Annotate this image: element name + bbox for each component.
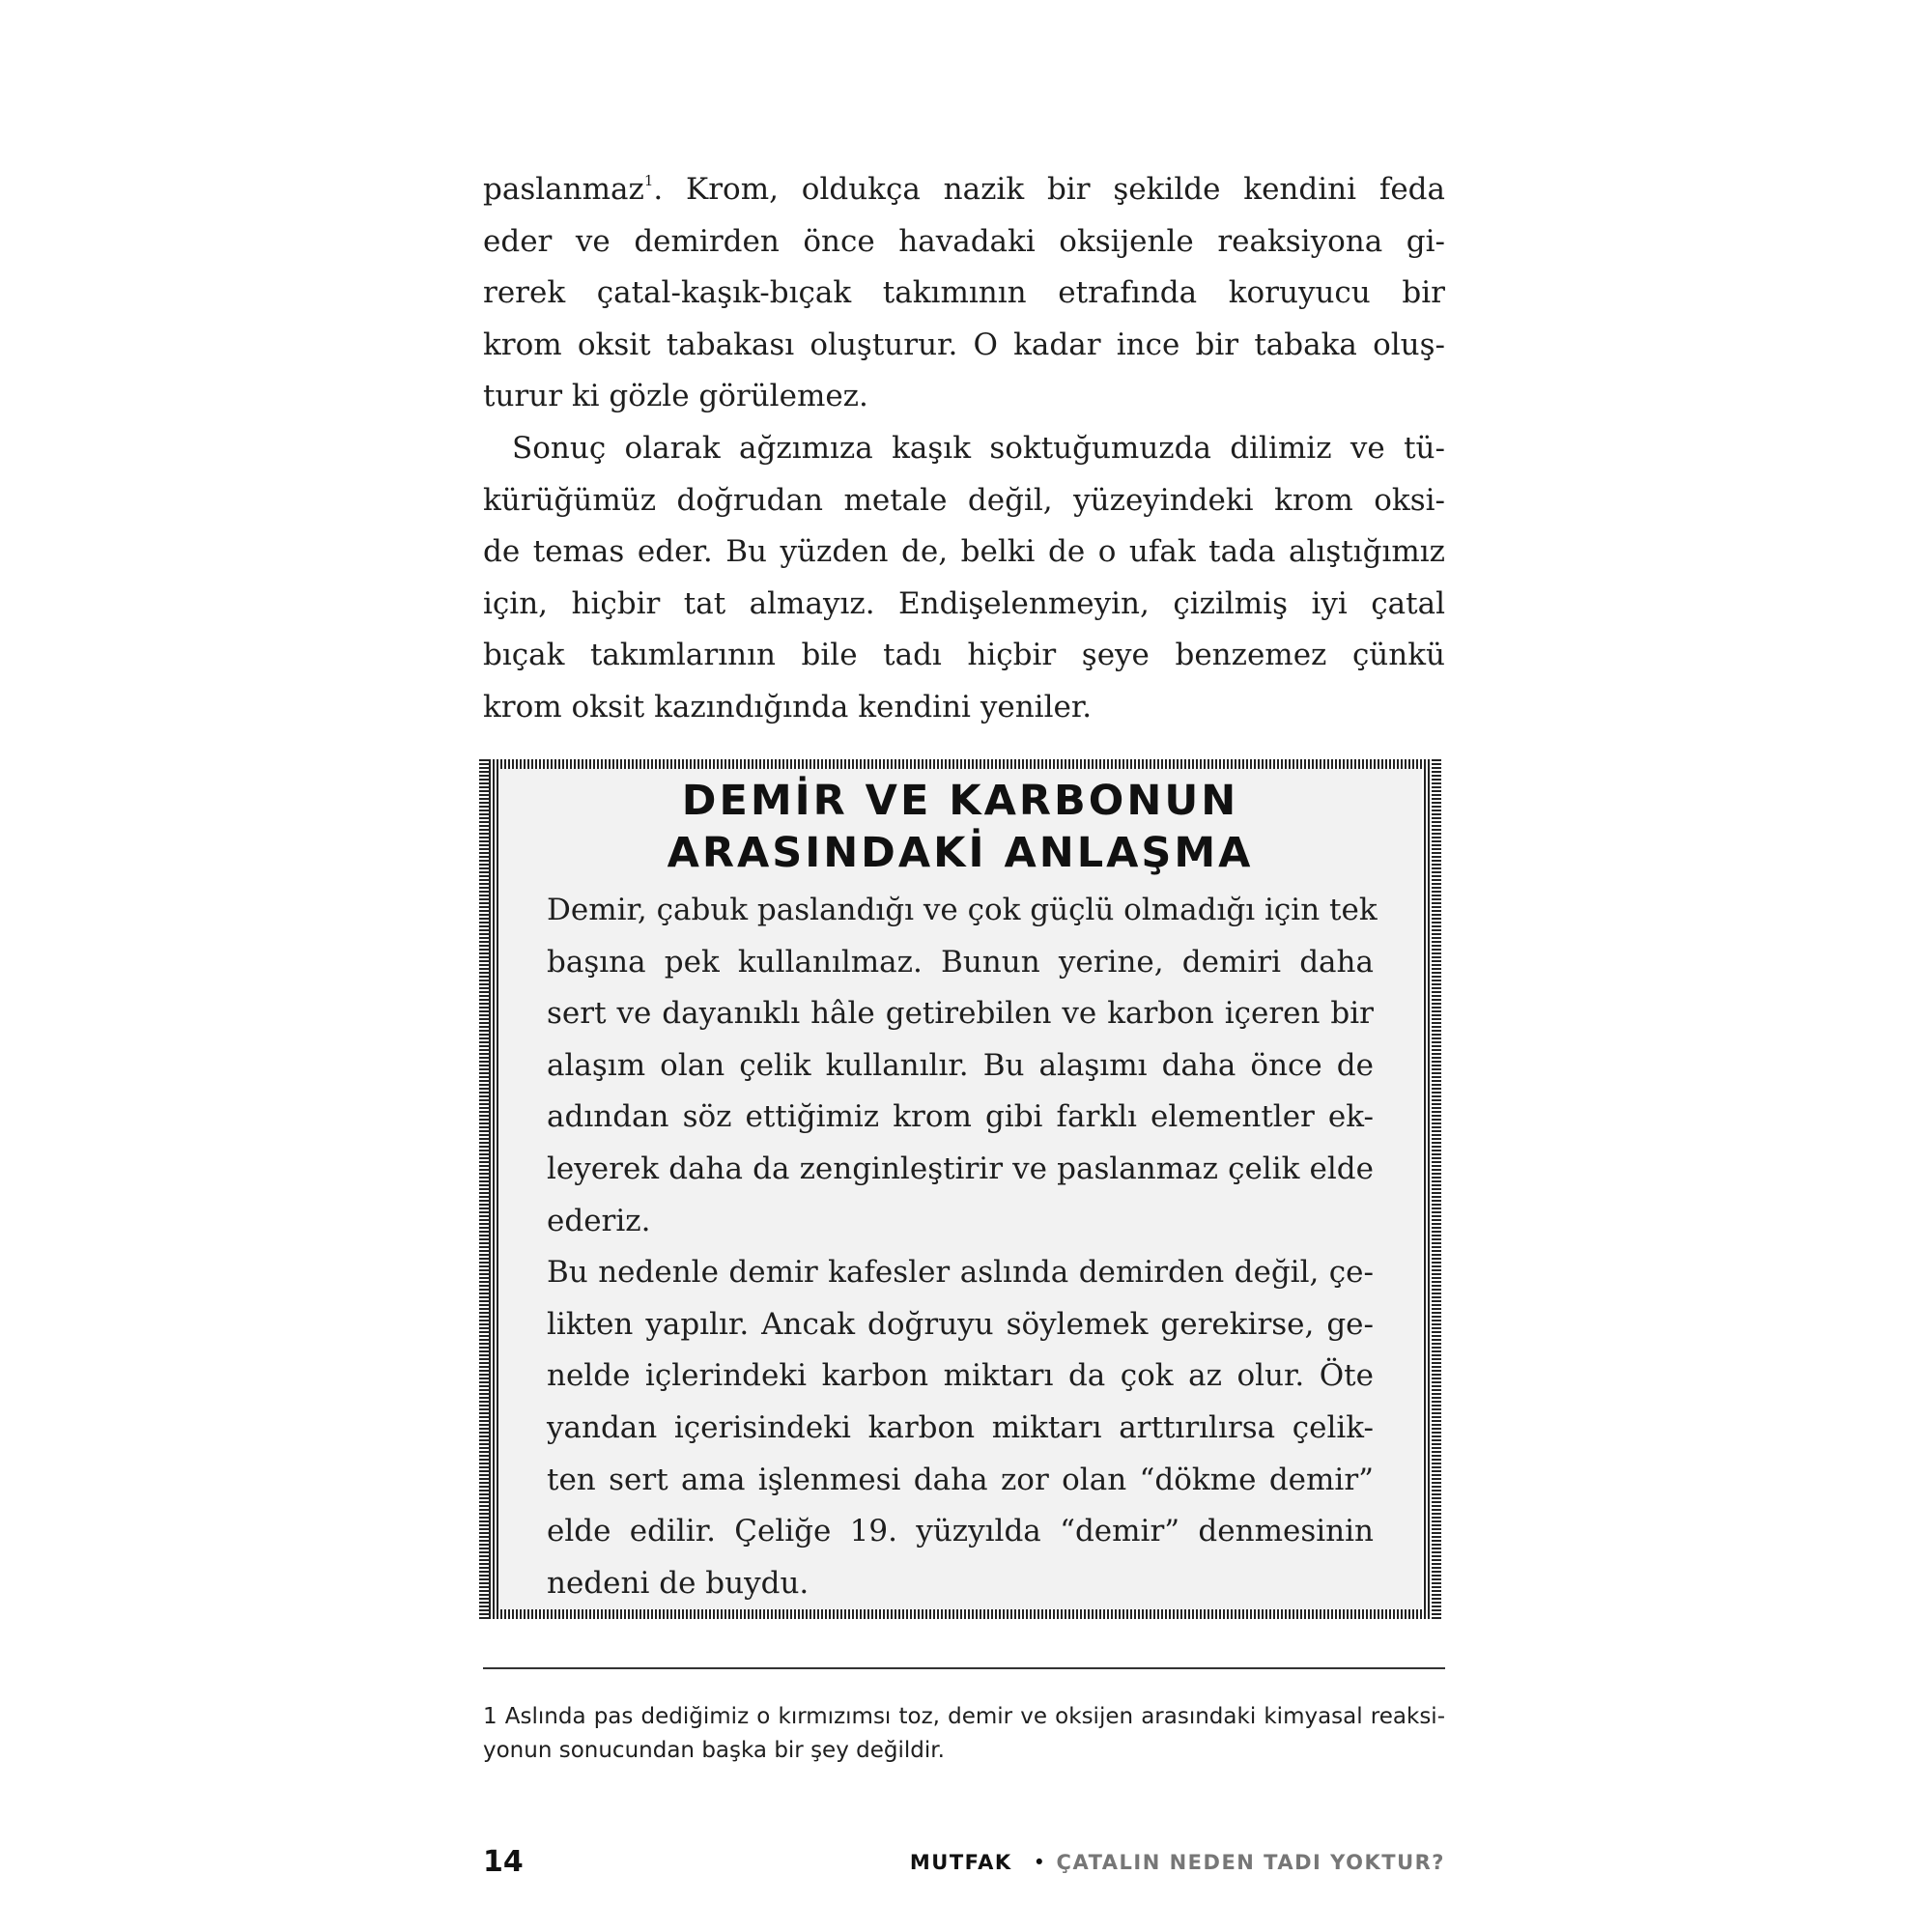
text-line: nelde içlerindeki karbon miktarı da çok az olur. Öte: [547, 1358, 1374, 1394]
box-title-line: DEMİR VE KARBONUN: [681, 777, 1239, 825]
box-text: [489, 885, 1432, 1609]
text-line: krom oksit tabakası oluşturur. O kadar ince bir tabaka oluş-: [483, 327, 1445, 362]
paragraph: [483, 423, 1445, 734]
text-line: kürüğümüz doğrudan metale değil, yüzeyindeki krom oksi-: [483, 482, 1445, 518]
sidebar-box: [479, 750, 1441, 1629]
text-line: Sonuç olarak ağzımıza kaşık soktuğumuzda dilimiz ve tü-: [512, 430, 1445, 466]
text-line: ten sert ama işlenmesi daha zor olan “dökme demir”: [547, 1462, 1374, 1497]
running-head-chapter: ÇATALIN NEDEN TADI YOKTUR?: [1056, 1851, 1445, 1874]
text-line: adından söz ettiğimiz krom gibi farklı elementler ek-: [547, 1099, 1374, 1135]
footnote: [483, 1700, 1445, 1768]
footnote-marker: 1: [643, 172, 654, 189]
text-line: leyerek daha da zenginleştirir ve paslanmaz çelik elde: [547, 1151, 1374, 1186]
box-title: [489, 775, 1432, 879]
page-footer: [483, 1845, 1445, 1884]
paragraph: [483, 164, 1445, 423]
text-line: paslanmaz$^1$. Krom, oldukça nazik bir şekilde kendini feda: [483, 172, 1445, 207]
text-line: alaşım olan çelik kullanılır. Bu alaşımı daha önce de: [547, 1047, 1374, 1083]
box-title-line: ARASINDAKİ ANLAŞMA: [667, 829, 1254, 877]
book-page: [483, 164, 1445, 1879]
running-head: [910, 1851, 1445, 1874]
footnote-line: yonun sonucundan başka bir şey değildir.: [483, 1738, 945, 1763]
footnote-divider: [483, 1667, 1445, 1669]
main-text: [483, 164, 1445, 734]
footnote-line: 1 Aslında pas dediğimiz o kırmızımsı toz, demir ve oksijen arasındaki kimyasal reaksi-: [483, 1704, 1445, 1729]
text-line: ederiz.: [547, 1203, 651, 1238]
text-line: krom oksit kazındığında kendini yeniler.: [483, 689, 1093, 724]
text-line: eder ve demirden önce havadaki oksijenle reaksiyona gi-: [483, 223, 1445, 259]
text-line: nedeni de buydu.: [547, 1565, 810, 1601]
text-line: yandan içerisindeki karbon miktarı arttırılırsa çelik-: [547, 1409, 1374, 1445]
text-line: bıçak takımlarının bile tadı hiçbir şeye benzemez çünkü: [483, 638, 1445, 673]
bullet-icon: •: [1033, 1851, 1047, 1874]
page-number: 14: [483, 1845, 524, 1879]
text-line: turur ki gözle görülemez.: [483, 379, 868, 414]
text-line: likten yapılır. Ancak doğruyu söylemek gerekirse, ge-: [547, 1306, 1374, 1342]
text-line: Bu nedenle demir kafesler aslında demirden değil, çe-: [547, 1255, 1374, 1291]
running-head-section: MUTFAK: [909, 1851, 1012, 1874]
text-line: rerek çatal-kaşık-bıçak takımının etrafında koruyucu bir: [483, 275, 1445, 311]
text-line: başına pek kullanılmaz. Bunun yerine, demiri daha: [547, 944, 1374, 980]
text-line: Demir, çabuk paslandığı ve çok güçlü olmadığı için tek: [547, 893, 1378, 927]
text-line: için, hiçbir tat almayız. Endişelenmeyin, çizilmiş iyi çatal: [483, 585, 1445, 621]
text-line: de temas eder. Bu yüzden de, belki de o ufak tada alıştığımız: [483, 534, 1445, 570]
text-line: elde edilir. Çeliğe 19. yüzyılda “demir” denmesinin: [547, 1514, 1374, 1549]
text-line: sert ve dayanıklı hâle getirebilen ve karbon içeren bir: [547, 996, 1374, 1032]
